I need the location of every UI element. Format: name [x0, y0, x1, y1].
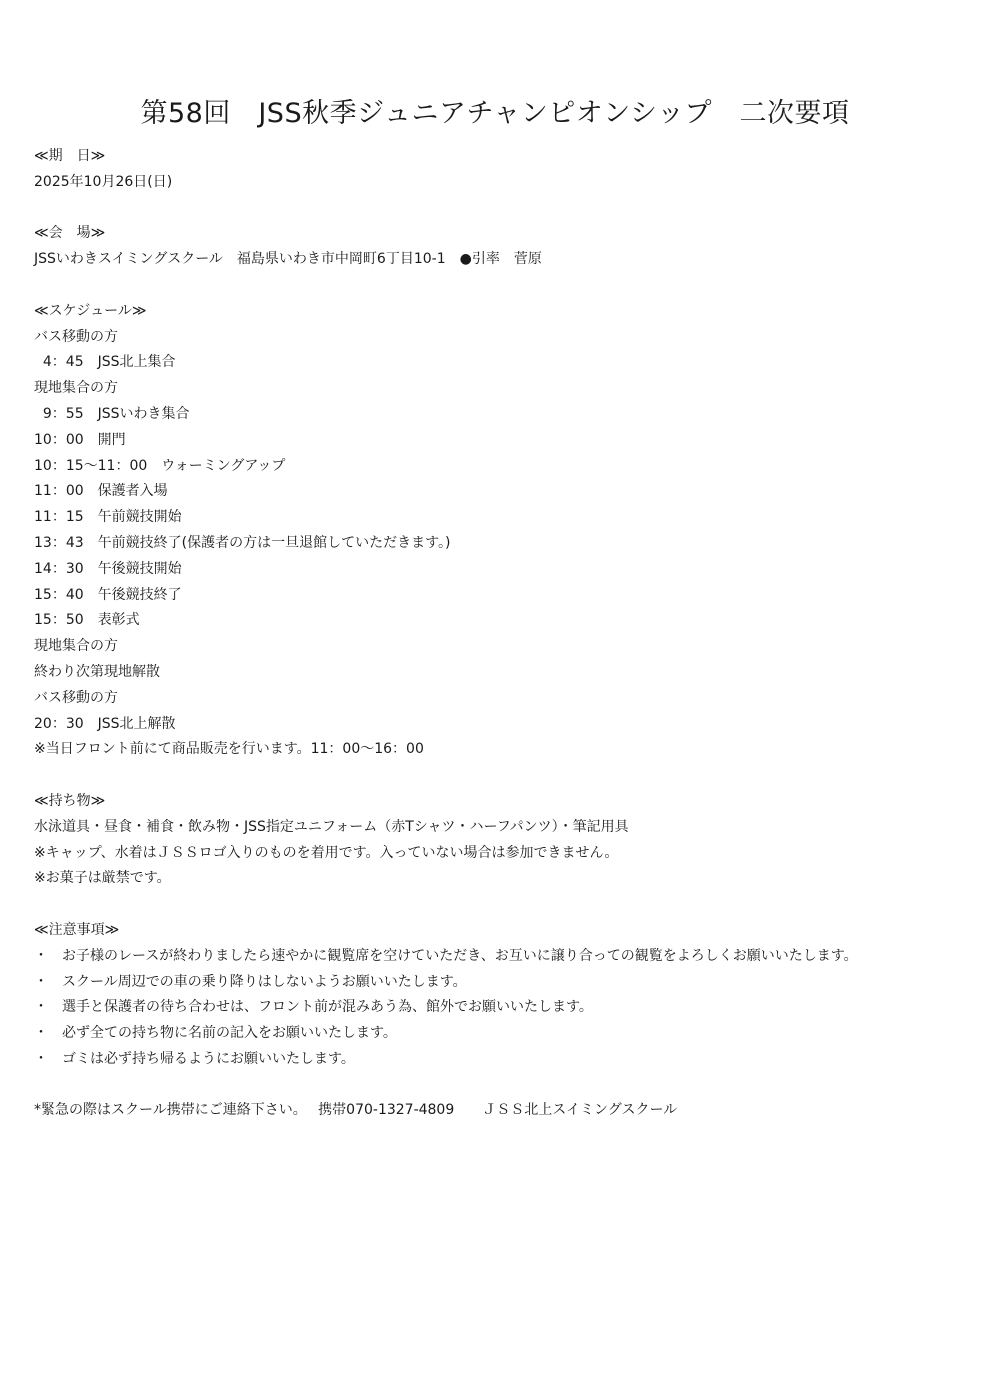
schedule-line: 13：43 午前競技終了(保護者の方は一旦退館していただきます。) — [34, 534, 451, 551]
document-body — [34, 144, 974, 1124]
schedule-line: 終わり次第現地解散 — [34, 663, 160, 680]
items-line: 水泳道具・昼食・補食・飲み物・JSS指定ユニフォーム（赤Tシャツ・ハーフパンツ）・筆記用具 — [34, 818, 629, 835]
note-text: スクール周辺での車の乗り降りはしないようお願いいたします。 — [62, 973, 467, 990]
note-item — [34, 1047, 974, 1073]
items-line: ※お菓子は厳禁です。 — [34, 870, 171, 887]
bullet-mark: ・ — [34, 1050, 48, 1067]
schedule-line: ※当日フロント前にて商品販売を行います。11：00～16：00 — [34, 741, 424, 758]
venue-value: JSSいわきスイミングスクール 福島県いわき市中岡町6丁目10-1 ●引率 菅原 — [34, 251, 542, 268]
bullet-mark: ・ — [34, 973, 48, 990]
note-item — [34, 995, 974, 1021]
schedule-line: 現地集合の方 — [34, 638, 118, 655]
schedule-line: 11：00 保護者入場 — [34, 483, 168, 500]
items-heading: ≪持ち物≫ — [34, 792, 106, 809]
bullet-mark: ・ — [34, 947, 48, 964]
spacer — [34, 892, 974, 918]
emergency-contact: *緊急の際はスクール携帯にご連絡下さい。 携帯070-1327-4809 ＪＳＳ北上スイミングスクール — [34, 1102, 678, 1119]
schedule-line: バス移動の方 — [34, 689, 118, 706]
note-text: お子様のレースが終わりましたら速やかに観覧席を空けていただき、お互いに譲り合っての観覧をよろしくお願いいたします。 — [62, 947, 858, 964]
venue-heading: ≪会 場≫ — [34, 225, 106, 242]
note-text: 必ず全ての持ち物に名前の記入をお願いいたします。 — [62, 1025, 397, 1042]
schedule-line: 4：45 JSS北上集合 — [34, 354, 176, 371]
schedule-line: 14：30 午後競技開始 — [34, 560, 182, 577]
page-title: 第58回 JSS秋季ジュニアチャンピオンシップ 二次要項 — [140, 98, 850, 129]
date-heading: ≪期 日≫ — [34, 148, 106, 164]
schedule-line: バス移動の方 — [34, 328, 118, 345]
spacer — [34, 196, 974, 222]
schedule-line: 10：15～11：00 ウォーミングアップ — [34, 457, 286, 474]
note-item — [34, 970, 974, 996]
spacer — [34, 1073, 974, 1099]
spacer — [34, 273, 974, 299]
schedule-line: 15：50 表彰式 — [34, 612, 140, 629]
schedule-line: 現地集合の方 — [34, 380, 118, 397]
note-text: 選手と保護者の待ち合わせは、フロント前が混みあう為、館外でお願いいたします。 — [62, 999, 593, 1016]
schedule-heading: ≪スケジュール≫ — [34, 302, 147, 319]
spacer — [34, 763, 974, 789]
items-line: ※キャップ、水着はＪＳＳロゴ入りのものを着用です。入っていない場合は参加できません。 — [34, 844, 619, 861]
bullet-mark: ・ — [34, 1025, 48, 1042]
schedule-line: 10：00 開門 — [34, 431, 126, 448]
date-value: 2025年10月26日(日) — [34, 173, 173, 190]
schedule-line: 20：30 JSS北上解散 — [34, 715, 176, 732]
schedule-line: 15：40 午後競技終了 — [34, 586, 182, 603]
note-item — [34, 944, 974, 970]
note-item — [34, 1021, 974, 1047]
bullet-mark: ・ — [34, 999, 48, 1016]
note-text: ゴミは必ず持ち帰るようにお願いいたします。 — [62, 1050, 355, 1067]
schedule-line: 11：15 午前競技開始 — [34, 509, 182, 526]
notes-heading: ≪注意事項≫ — [34, 921, 120, 938]
schedule-line: 9：55 JSSいわき集合 — [34, 405, 190, 422]
